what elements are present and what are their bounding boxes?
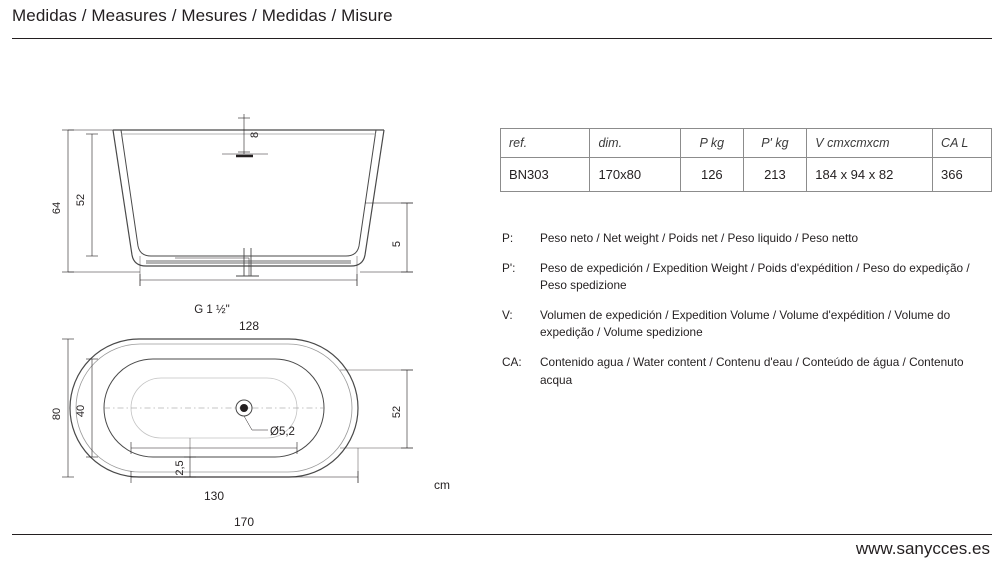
legend xyxy=(502,230,982,402)
legend-text-ca: Contenido agua / Water content / Contenu d'eau / Conteúdo de água / Contenuto acqua xyxy=(540,355,964,387)
legend-text-v: Volumen de expedición / Expedition Volume / Volume d'expédition / Volume do expedição / Volume spedizione xyxy=(540,308,951,340)
col-header-ca: CA L xyxy=(933,129,992,158)
legend-text-pp: Peso de expedición / Expedition Weight / Poids d'expédition / Peso do expedição / Peso spedizione xyxy=(540,261,970,293)
header-divider xyxy=(12,38,992,39)
cell-pp: 213 xyxy=(743,158,807,192)
dim-5-label: 5 xyxy=(391,240,403,248)
legend-item-v xyxy=(502,307,982,341)
dim-130-label: 130 xyxy=(203,489,225,503)
plan-drain-inner xyxy=(240,404,248,412)
website-url: www.sanycces.es xyxy=(855,539,990,558)
footer-divider xyxy=(12,534,992,535)
dim-40-label: 40 xyxy=(75,404,87,418)
legend-key-p: P: xyxy=(502,231,514,245)
dim-52-label: 52 xyxy=(75,193,87,207)
dim-8-label: 8 xyxy=(249,131,261,138)
unit-label: cm xyxy=(434,478,450,492)
col-header-dim: dim. xyxy=(590,129,681,158)
drawing-svg xyxy=(0,48,480,529)
col-header-p: P kg xyxy=(681,129,744,158)
dim-25-label: 2,5 xyxy=(174,460,186,476)
technical-drawing xyxy=(0,48,480,529)
tub-outer-profile xyxy=(113,130,384,266)
drain-diameter-label: Ø5,2 xyxy=(270,426,295,438)
table-row xyxy=(501,158,992,192)
cell-ref: BN303 xyxy=(501,158,590,192)
dim-128-label: 128 xyxy=(238,319,260,333)
legend-key-ca: CA: xyxy=(502,355,522,370)
table-header-row xyxy=(501,129,992,158)
plan-drain-leader xyxy=(244,416,252,430)
specifications-table xyxy=(500,128,992,192)
cell-v: 184 x 94 x 82 xyxy=(807,158,933,192)
dim-80-label: 80 xyxy=(51,407,63,421)
page-title: Medidas / Measures / Mesures / Medidas / Misure xyxy=(12,6,393,25)
col-header-ref: ref. xyxy=(501,129,590,158)
legend-text-p: Peso neto / Net weight / Poids net / Peso liquido / Peso netto xyxy=(540,231,859,245)
legend-key-pp: P': xyxy=(502,261,516,276)
plan-dim-52-label: 52 xyxy=(391,405,403,419)
cell-ca: 366 xyxy=(933,158,992,192)
legend-item-ca xyxy=(502,354,982,388)
col-header-v: V cmxcmxcm xyxy=(807,129,933,158)
dim-170-label: 170 xyxy=(233,515,255,529)
legend-item-pp xyxy=(502,260,982,294)
tub-inner-profile xyxy=(121,130,376,256)
cell-dim: 170x80 xyxy=(590,158,681,192)
cell-p: 126 xyxy=(681,158,744,192)
legend-item-p xyxy=(502,230,982,247)
col-header-pp: P' kg xyxy=(743,129,807,158)
dim-64-label: 64 xyxy=(51,201,63,215)
legend-key-v: V: xyxy=(502,308,513,323)
thread-label: G 1 ½" xyxy=(194,304,230,316)
